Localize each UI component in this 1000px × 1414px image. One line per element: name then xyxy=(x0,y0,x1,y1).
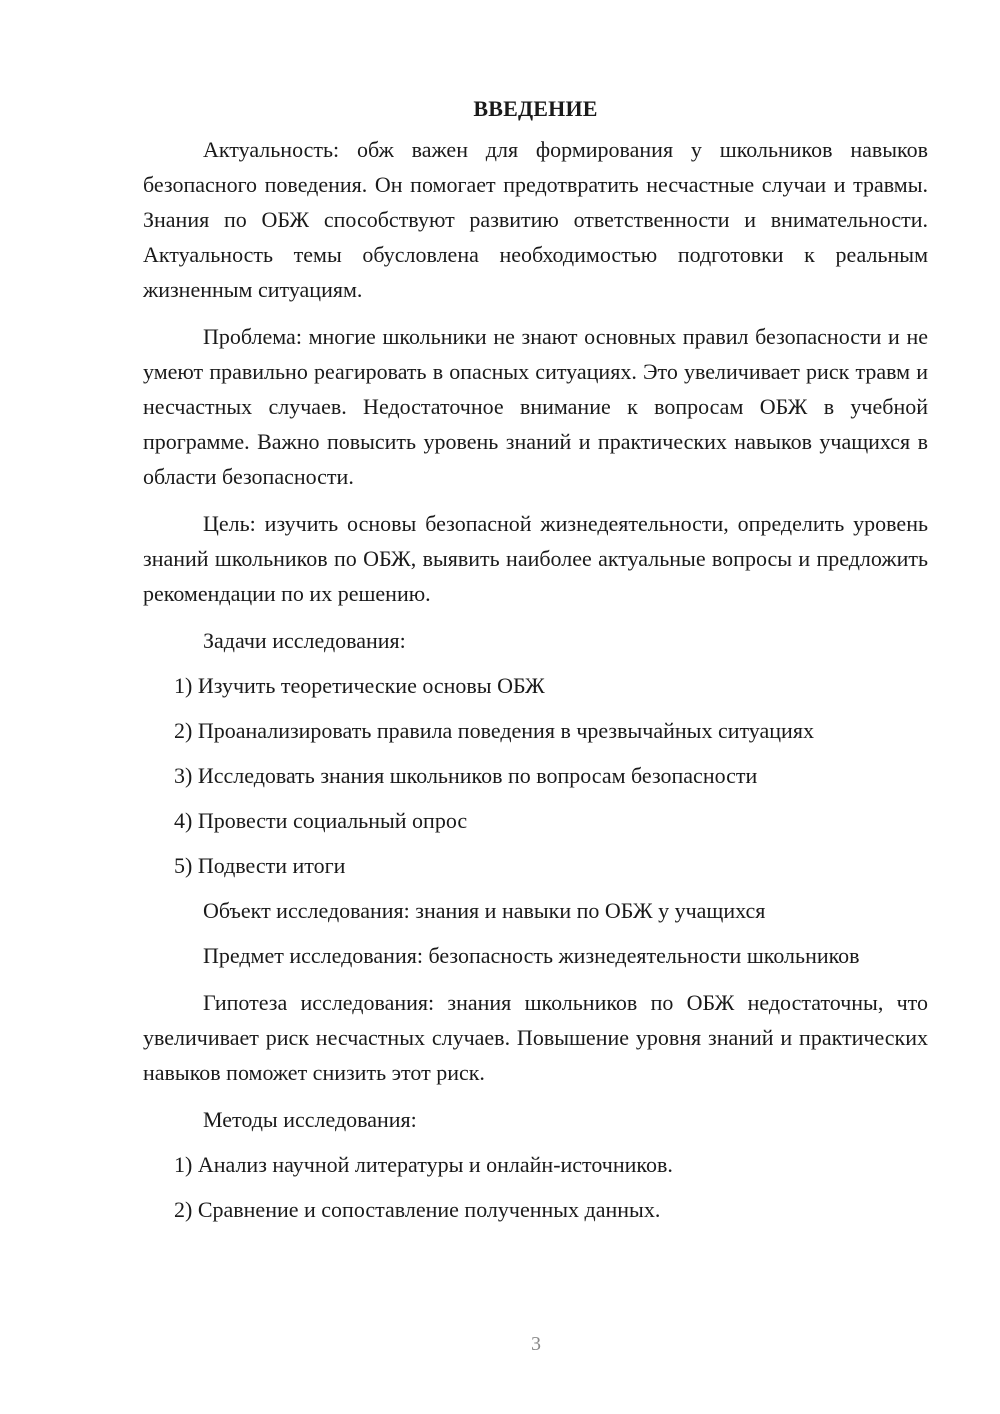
page-number: 3 xyxy=(531,1333,541,1355)
method-item-1: 1) Анализ научной литературы и онлайн-источников. xyxy=(174,1152,673,1177)
methods-heading: Методы исследования: xyxy=(203,1107,417,1132)
task-item-4: 4) Провести социальный опрос xyxy=(174,808,468,833)
goal-paragraph: Цель: изучить основы безопасной жизнедеятельности, определить уровень знаний школьников по ОБЖ, выявить наиболее актуальные вопросы и предложить рекомендации по их решению. xyxy=(143,511,928,606)
subject-paragraph: Предмет исследования: безопасность жизнедеятельности школьников xyxy=(203,943,860,968)
object-paragraph: Объект исследования: знания и навыки по ОБЖ у учащихся xyxy=(203,898,766,923)
page-title: ВВЕДЕНИЕ xyxy=(473,96,598,121)
method-item-2: 2) Сравнение и сопоставление полученных данных. xyxy=(174,1197,661,1222)
task-item-1: 1) Изучить теоретические основы ОБЖ xyxy=(174,673,545,698)
task-item-2: 2) Проанализировать правила поведения в чрезвычайных ситуациях xyxy=(174,718,814,743)
task-item-3: 3) Исследовать знания школьников по вопросам безопасности xyxy=(174,763,758,788)
task-item-5: 5) Подвести итоги xyxy=(174,853,346,878)
problem-paragraph: Проблема: многие школьники не знают основных правил безопасности и не умеют правильно реагировать в опасных ситуациях. Это увеличивает риск травм и несчастных случаев. Недостаточное внимание к вопросам ОБЖ в учебной программе. Важно повысить уровень знаний и практических навыков учащихся в области безопасности. xyxy=(143,324,928,489)
hypothesis-paragraph: Гипотеза исследования: знания школьников по ОБЖ недостаточны, что увеличивает риск несчастных случаев. Повышение уровня знаний и практических навыков поможет снизить этот риск. xyxy=(143,990,928,1085)
relevance-paragraph: Актуальность: обж важен для формирования у школьников навыков безопасного поведения. Он помогает предотвратить несчастные случаи и травмы. Знания по ОБЖ способствуют развитию ответственности и внимательности. Актуальность темы обусловлена необходимостью подготовки к реальным жизненным ситуациям. xyxy=(143,137,928,302)
tasks-heading: Задачи исследования: xyxy=(203,628,406,653)
